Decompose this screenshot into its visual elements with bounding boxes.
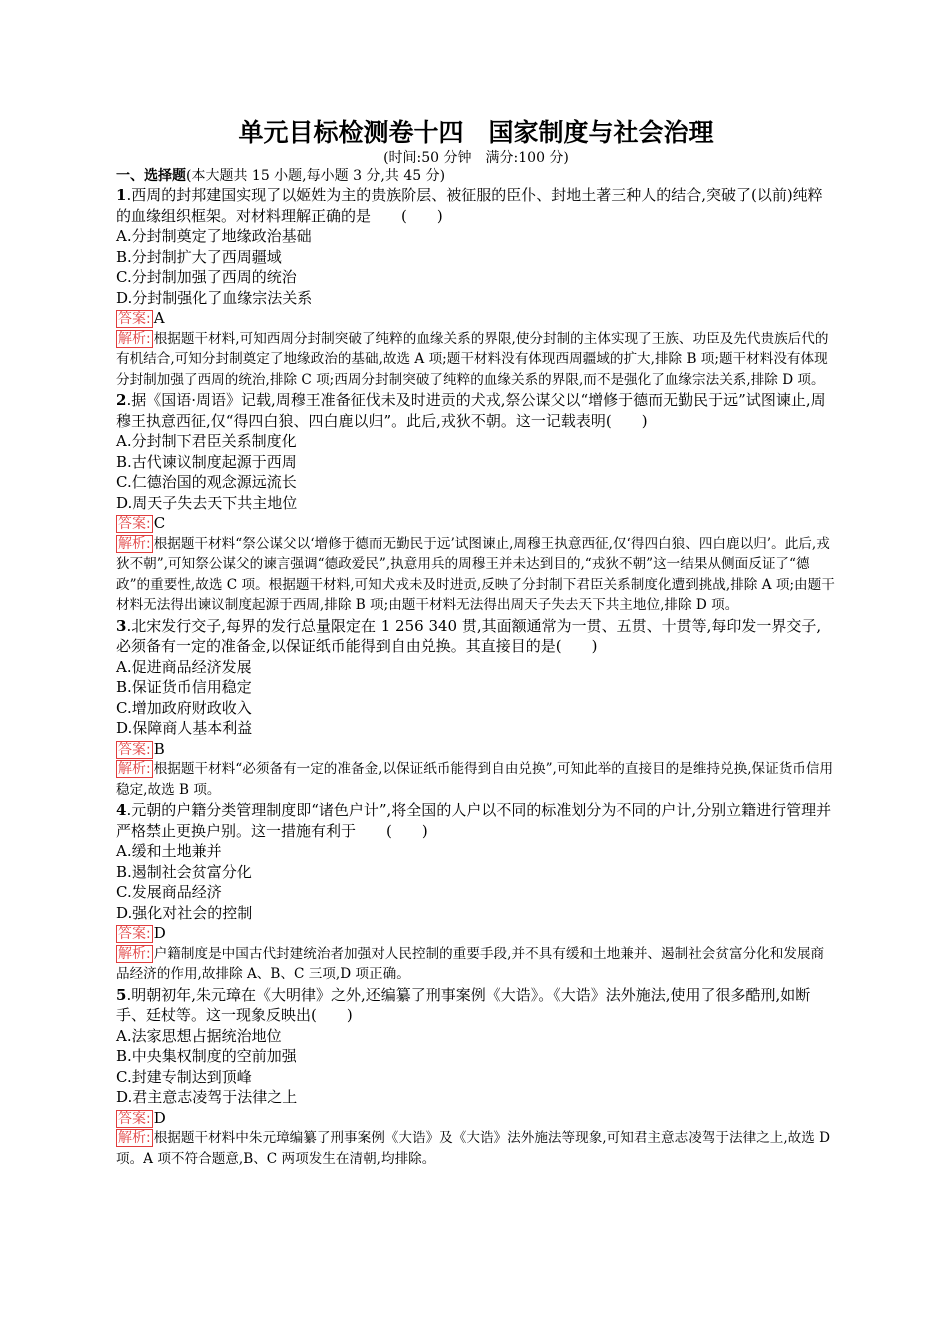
analysis-tag: 解析: bbox=[118, 1130, 151, 1146]
analysis-tag: 解析: bbox=[118, 330, 151, 347]
option-d: D.君主意志凌驾于法律之上 bbox=[116, 1088, 298, 1106]
section-heading bbox=[116, 167, 836, 185]
option-list bbox=[116, 431, 836, 513]
answer-value: D bbox=[153, 1108, 166, 1127]
option-d: D.周天子失去天下共主地位 bbox=[116, 493, 298, 512]
option-a: A.缓和土地兼并 bbox=[116, 842, 222, 860]
question-number: 2 bbox=[116, 391, 127, 409]
answer-value: C bbox=[153, 514, 166, 532]
analysis-tag: 解析: bbox=[118, 535, 151, 552]
answer-tag: 答案: bbox=[118, 926, 151, 942]
answer-line bbox=[116, 739, 836, 760]
question-text: .元朝的户籍分类管理制度即“诸色户计”,将全国的人户以不同的标准划分为不同的户计,分别立籍进行管理并严格禁止更换户别。这一措施有利于 ( ) bbox=[116, 801, 832, 840]
analysis-line bbox=[116, 944, 836, 985]
option-list bbox=[116, 657, 836, 739]
analysis-line bbox=[116, 534, 836, 616]
analysis-text: 根据题干材料“祭公谋父以‘增修于德而无勤民于远’试图谏止,周穆王执意西征,仅‘得四白狼、四白鹿以归’。此后,戎狄不朝”,可知祭公谋父的谏言强调“德政爱民”,执意用兵的周穆王并未达到目的,“戎狄不朝”这一结果从侧面反证了“德政”的重要性,故选 C 项。根据题干材料,可知犬戎未及时进贡,反映了分封制下君臣关系制度化遭到挑战,排除 A 项;由题干材料无法得出谏议制度起源于西周,排除 B 项;由题干材料无法得出周天子失去天下共主地位,排除 D 项。 bbox=[116, 535, 835, 613]
analysis-text: 根据题干材料“必须备有一定的准备金,以保证纸币能得到自由兑换”,可知此举的直接目的是维持兑换,保证货币信用稳定,故选 B 项。 bbox=[116, 761, 834, 798]
section-label: 一、选择题 bbox=[116, 168, 186, 184]
answer-value: D bbox=[153, 924, 166, 942]
analysis-line bbox=[116, 759, 836, 800]
question-stem bbox=[116, 390, 836, 431]
analysis-line bbox=[116, 1128, 836, 1169]
answer-tag: 答案: bbox=[118, 741, 151, 758]
page-content bbox=[116, 116, 836, 1169]
answer-line bbox=[116, 513, 836, 534]
question-text: .西周的封邦建国实现了以姬姓为主的贵族阶层、被征服的臣仆、封地土著三种人的结合,突破了(以前)纯粹的血缘组织框架。对材料理解正确的是 ( ) bbox=[116, 186, 823, 225]
question-block bbox=[116, 185, 836, 390]
option-c: C.分封制加强了西周的统治 bbox=[116, 268, 297, 286]
question-text: .明朝初年,朱元璋在《大明律》之外,还编纂了刑事案例《大诰》。《大诰》法外施法,使用了很多酷刑,如断手、廷杖等。这一现象反映出( ) bbox=[116, 985, 811, 1024]
analysis-text: 根据题干材料中朱元璋编纂了刑事案例《大诰》及《大诰》法外施法等现象,可知君主意志凌驾于法律之上,故选 D 项。A 项不符合题意,B、C 两项发生在清朝,均排除。 bbox=[116, 1130, 831, 1167]
question-stem bbox=[116, 985, 836, 1026]
answer-line bbox=[116, 308, 836, 329]
analysis-tag: 解析: bbox=[118, 945, 151, 962]
page-title: 单元目标检测卷十四 国家制度与社会治理 bbox=[238, 118, 714, 147]
option-c: C.封建专制达到顶峰 bbox=[116, 1067, 252, 1086]
question-number: 3 bbox=[116, 616, 127, 635]
option-c: C.发展商品经济 bbox=[116, 883, 222, 901]
option-a: A.分封制下君臣关系制度化 bbox=[116, 432, 297, 450]
analysis-line bbox=[116, 329, 836, 391]
question-block bbox=[116, 616, 836, 801]
option-b: B.古代谏议制度起源于西周 bbox=[116, 452, 297, 471]
option-c: C.仁德治国的观念源远流长 bbox=[116, 473, 297, 491]
answer-value: A bbox=[153, 309, 165, 327]
exam-meta: (时间:50 分钟 满分:100 分) bbox=[383, 150, 569, 166]
section-note: (本大题共 15 小题,每小题 3 分,共 45 分) bbox=[186, 168, 446, 184]
option-b: B.遏制社会贫富分化 bbox=[116, 862, 252, 881]
question-block bbox=[116, 800, 836, 985]
answer-line bbox=[116, 923, 836, 944]
answer-line bbox=[116, 1108, 836, 1129]
question-stem bbox=[116, 800, 836, 841]
option-list bbox=[116, 226, 836, 308]
question-stem bbox=[116, 616, 836, 657]
analysis-tag: 解析: bbox=[118, 761, 151, 777]
question-text: .据《国语·周语》记载,周穆王准备征伐未及时进贡的犬戎,祭公谋父以“增修于德而无勤民于远”试图谏止,周穆王执意西征,仅“得四白狼、四白鹿以归”。此后,戎狄不朝。这一记载表明( ) bbox=[116, 391, 826, 430]
option-a: A.分封制奠定了地缘政治基础 bbox=[116, 227, 312, 245]
option-c: C.增加政府财政收入 bbox=[116, 698, 252, 717]
answer-tag: 答案: bbox=[118, 516, 151, 532]
question-text: .北宋发行交子,每界的发行总量限定在 1 256 340 贯,其面额通常为一贯、五贯、十贯等,每印发一界交子,必须备有一定的准备金,以保证纸币能得到自由兑换。其直接目的是( ) bbox=[116, 616, 822, 655]
answer-tag: 答案: bbox=[118, 311, 151, 327]
option-a: A.法家思想占据统治地位 bbox=[116, 1026, 282, 1045]
question-stem bbox=[116, 185, 836, 226]
question-number: 1 bbox=[116, 186, 127, 204]
analysis-text: 户籍制度是中国古代封建统治者加强对人民控制的重要手段,并不具有缓和土地兼并、遏制社会贫富分化和发展商品经济的作用,故排除 A、B、C 三项,D 项正确。 bbox=[116, 945, 825, 982]
option-d: D.强化对社会的控制 bbox=[116, 903, 253, 922]
option-list bbox=[116, 1026, 836, 1108]
question-list bbox=[116, 185, 836, 1169]
question-number: 5 bbox=[116, 985, 127, 1004]
answer-value: B bbox=[153, 739, 165, 758]
answer-tag: 答案: bbox=[118, 1110, 151, 1127]
option-list bbox=[116, 841, 836, 923]
option-b: B.分封制扩大了西周疆域 bbox=[116, 247, 282, 266]
option-b: B.保证货币信用稳定 bbox=[116, 678, 252, 696]
question-number: 4 bbox=[116, 801, 127, 819]
option-d: D.保障商人基本利益 bbox=[116, 719, 253, 737]
question-block bbox=[116, 985, 836, 1170]
option-b: B.中央集权制度的空前加强 bbox=[116, 1047, 297, 1065]
option-d: D.分封制强化了血缘宗法关系 bbox=[116, 288, 313, 307]
analysis-text: 根据题干材料,可知西周分封制突破了纯粹的血缘关系的界限,使分封制的主体实现了王族、功臣及先代贵族后代的有机结合,可知分封制奠定了地缘政治的基础,故选 A 项;题干材料没有体现西周疆域的扩大,排除 B 项;题干材料没有体现分封制加强了西周的统治,排除 C 项;西周分封制突破了纯粹的血缘关系的界限,而不是强化了血缘宗法关系,排除 D 项。 bbox=[116, 330, 829, 388]
question-block bbox=[116, 390, 836, 616]
option-a: A.促进商品经济发展 bbox=[116, 657, 252, 676]
